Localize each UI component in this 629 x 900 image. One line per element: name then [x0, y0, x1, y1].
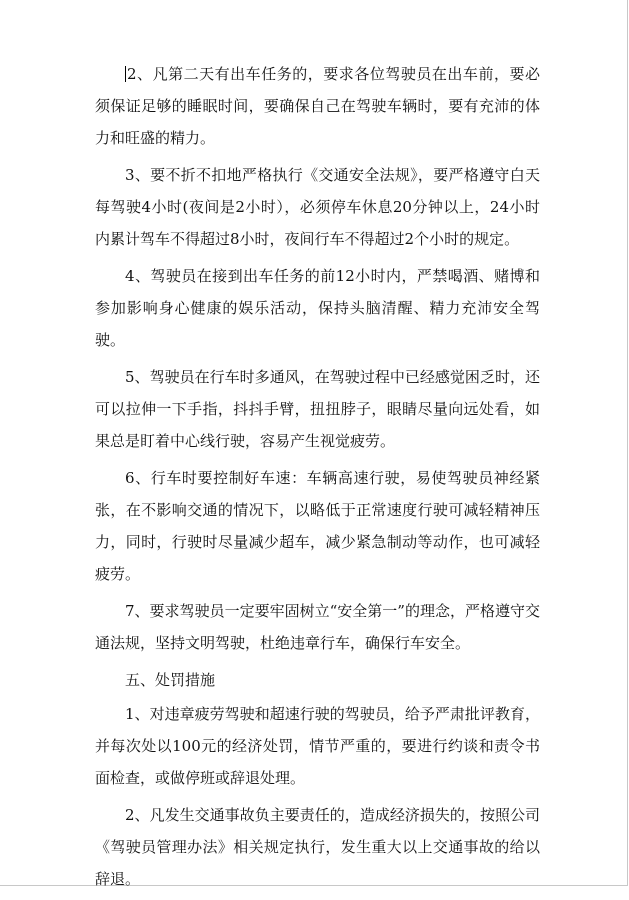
paragraph-penalty-2: 2、凡发生交通事故负主要责任的，造成经济损失的，按照公司《驾驶员管理办法》相关规定执行，发生重大以上交通事故的给以辞退。 — [95, 806, 540, 888]
section-heading-penalties: 五、处罚措施 — [125, 671, 216, 689]
paragraph-rule-7: 7、要求驾驶员一定要牢固树立“安全第一”的理念，严格遵守交通法规，坚持文明驾驶，杜绝违章行车，确保行车安全。 — [95, 602, 540, 652]
document-body[interactable] — [95, 58, 540, 900]
paragraph-rule-6: 6、行车时要控制好车速：车辆高速行驶，易使驾驶员神经紧张，在不影响交通的情况下，以略低于正常速度行驶可减轻精神压力，同时，行驶时尽量减少超车，减少紧急制动等动作，也可减轻疲劳。 — [95, 469, 540, 583]
paragraph-rule-2 — [95, 58, 540, 154]
paragraph-penalty-1: 1、对违章疲劳驾驶和超速行驶的驾驶员，给予严肃批评教育，并每次处以100元的经济处罚，情节严重的，要进行约谈和责令书面检查，或做停班或辞退处理。 — [95, 705, 540, 787]
text-cursor — [125, 66, 126, 82]
paragraph-rule-3: 3、要不折不扣地严格执行《交通安全法规》，要严格遵守白天每驾驶4小时(夜间是2小时），必须停车休息20分钟以上，24小时内累计驾车不得超过8小时，夜间行车不得超过2个小时的规定。 — [95, 166, 540, 248]
paragraph-rule-4: 4、驾驶员在接到出车任务的前12小时内，严禁喝酒、赌博和参加影响身心健康的娱乐活动，保持头脑清醒、精力充沛安全驾驶。 — [95, 267, 540, 349]
paragraph-rule-5: 5、驾驶员在行车时多通风，在驾驶过程中已经感觉困乏时，还可以拉伸一下手指，抖抖手臂，扭扭脖子，眼睛尽量向远处看，如果总是盯着中心线行驶，容易产生视觉疲劳。 — [95, 368, 540, 450]
paragraph-text: 2、凡第二天有出车任务的，要求各位驾驶员在出车前，要必须保证足够的睡眠时间，要确保自己在驾驶车辆时，要有充沛的体力和旺盛的精力。 — [95, 65, 540, 147]
